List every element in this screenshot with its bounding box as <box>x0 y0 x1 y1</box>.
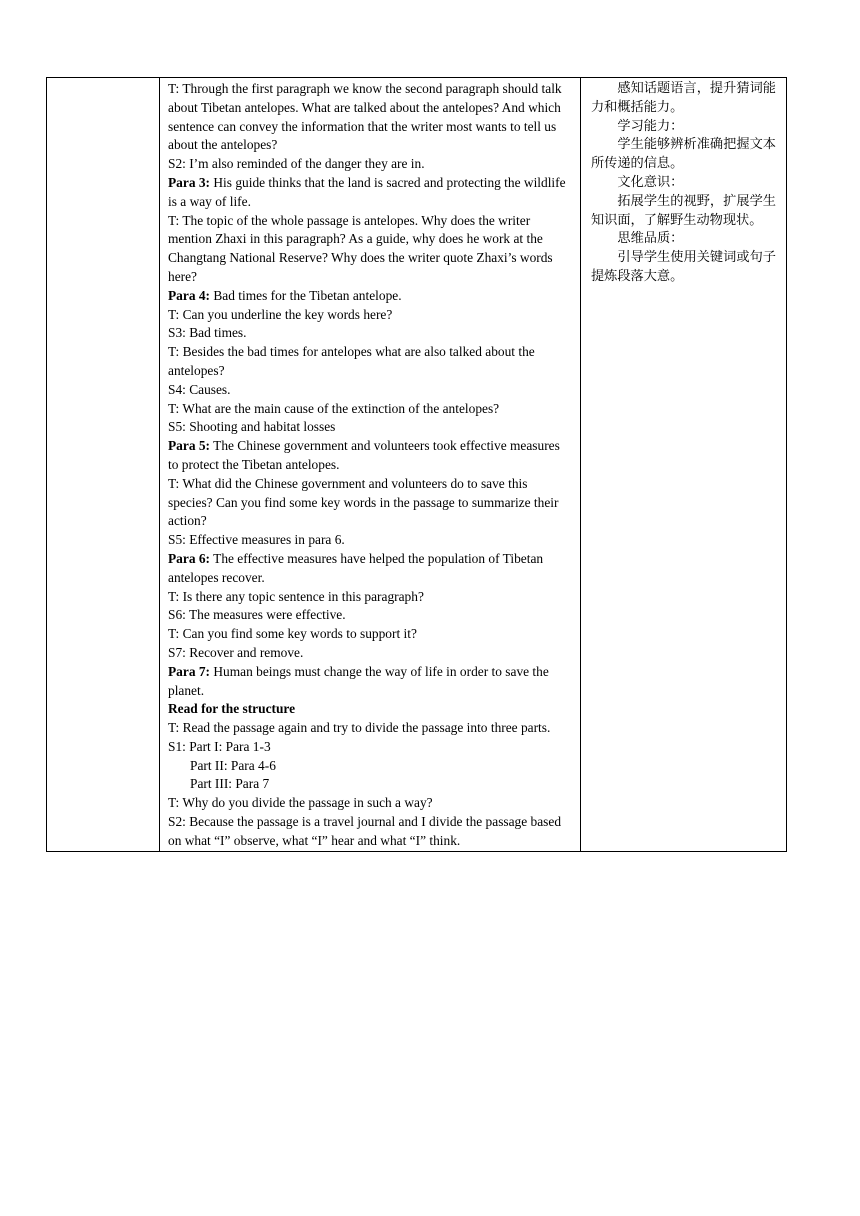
procedure-line <box>168 306 572 325</box>
procedure-line-text: S5: Shooting and habitat losses <box>168 419 336 435</box>
design-intent-line: 学习能力： <box>617 118 684 134</box>
procedure-line <box>168 475 572 531</box>
design-intent-cell <box>581 78 787 852</box>
procedure-line-text: His guide thinks that the land is sacred and protecting the wildlife is a way of life. <box>168 174 566 209</box>
design-intent-line: 感知话题语言，提升猜词能力和概括能力。 <box>591 81 776 115</box>
procedure-line <box>168 757 572 776</box>
teaching-procedure-cell <box>160 78 581 852</box>
procedure-line <box>168 644 572 663</box>
procedure-line-text: S6: The measures were effective. <box>168 607 346 623</box>
procedure-line-heading: Para 7: <box>168 663 211 679</box>
procedure-line-text: S5: Effective measures in para 6. <box>168 532 345 548</box>
procedure-line-text: T: Besides the bad times for antelopes what are also talked about the antelopes? <box>168 344 535 378</box>
procedure-line <box>168 794 572 813</box>
procedure-line-text: T: What did the Chinese government and volunteers do to save this species? Can you find some key words in the passage to summarize their action? <box>168 475 559 529</box>
procedure-line <box>168 155 572 174</box>
procedure-line-text: T: Is there any topic sentence in this paragraph? <box>168 588 424 604</box>
procedure-line-text: T: Through the first paragraph we know the second paragraph should talk about Tibetan antelopes. What are talked about the antelopes? And which sentence can convey the information that the writer most wants to tell us about the antelopes? <box>168 81 562 153</box>
design-intent-line: 学生能够辨析准确把握文本所传递的信息。 <box>591 137 776 172</box>
procedure-line-text: Part II: Para 4-6 <box>190 757 276 773</box>
procedure-line-text: S2: Because the passage is a travel journal and I divide the passage based on what “I” observe, what “I” hear and what “I” think. <box>168 814 562 848</box>
design-intent-line: 拓展学生的视野，扩展学生知识面，了解野生动物现状。 <box>591 193 776 228</box>
procedure-line <box>168 381 572 400</box>
procedure-line-heading: Para 5: <box>168 438 211 454</box>
procedure-line <box>168 324 572 343</box>
procedure-line-text: S7: Recover and remove. <box>168 644 304 660</box>
teaching-procedure-text <box>160 78 580 851</box>
procedure-line <box>168 212 572 287</box>
procedure-line-text: S4: Causes. <box>168 381 231 397</box>
procedure-line <box>168 550 572 588</box>
procedure-line <box>168 80 572 155</box>
procedure-line <box>168 663 572 701</box>
procedure-line <box>168 606 572 625</box>
procedure-line-text: S2: I’m also reminded of the danger they are in. <box>168 156 425 172</box>
procedure-line-text: Bad times for the Tibetan antelope. <box>210 287 402 303</box>
procedure-line-text: T: Why do you divide the passage in such a way? <box>168 795 433 811</box>
procedure-line <box>168 719 572 738</box>
procedure-line <box>168 437 572 475</box>
procedure-line-text: T: Read the passage again and try to divide the passage into three parts. <box>168 720 551 736</box>
procedure-line <box>168 738 572 757</box>
procedure-line-text: The effective measures have helped the population of Tibetan antelopes recover. <box>168 550 544 585</box>
table-row <box>47 78 787 852</box>
procedure-line-heading: Para 3: <box>168 174 211 190</box>
procedure-line-text: Part III: Para 7 <box>190 776 270 792</box>
procedure-line <box>168 174 572 212</box>
procedure-line-text: T: Can you find some key words to support it? <box>168 626 417 642</box>
procedure-line-text: T: The topic of the whole passage is antelopes. Why does the writer mention Zhaxi in this paragraph? As a guide, why does he work at the Changtang National Reserve? Why does the writer quote Zhaxi’s words here? <box>168 212 553 284</box>
design-intent-text <box>581 78 786 287</box>
procedure-line <box>168 625 572 644</box>
lesson-plan-table <box>46 77 787 852</box>
design-intent-line: 思维品质： <box>617 231 684 247</box>
procedure-line-text: T: What are the main cause of the extinction of the antelopes? <box>168 400 500 416</box>
procedure-line <box>168 775 572 794</box>
design-intent-line: 文化意识： <box>617 174 684 190</box>
procedure-line-text: Human beings must change the way of life in order to save the planet. <box>168 663 549 698</box>
design-intent-line: 引导学生使用关键词或句子提炼段落大意。 <box>591 250 776 284</box>
procedure-line-text: S1: Part I: Para 1-3 <box>168 738 271 754</box>
procedure-line <box>168 588 572 607</box>
procedure-line-heading: Para 4: <box>168 287 211 303</box>
procedure-line-heading: Read for the structure <box>168 701 296 717</box>
procedure-line <box>168 813 572 851</box>
procedure-line-text: T: Can you underline the key words here? <box>168 306 393 322</box>
procedure-line <box>168 400 572 419</box>
procedure-line-text: The Chinese government and volunteers took effective measures to protect the Tibetan antelopes. <box>168 438 560 472</box>
procedure-line-text: S3: Bad times. <box>168 325 247 341</box>
procedure-line <box>168 343 572 381</box>
empty-cell <box>47 78 160 852</box>
procedure-line <box>168 700 572 719</box>
procedure-line <box>168 531 572 550</box>
procedure-line <box>168 418 572 437</box>
procedure-line-heading: Para 6: <box>168 550 211 566</box>
procedure-line <box>168 287 572 306</box>
